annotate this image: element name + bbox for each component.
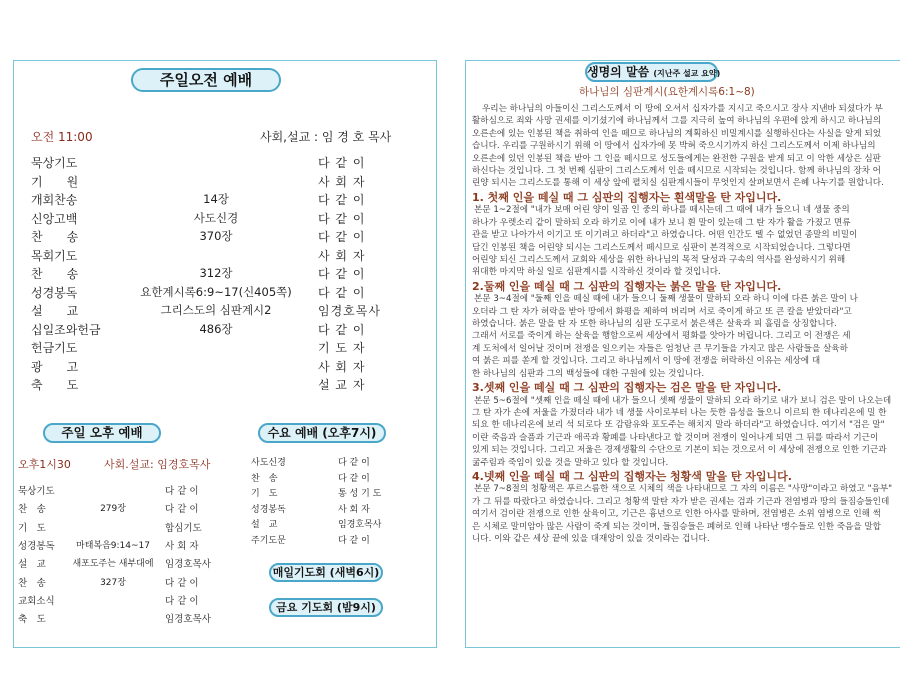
sermon-section-line: 본문 3~4절에 "둘째 인을 떼실 때에 내가 들으니 둘째 생물이 말하되 오라 하니 이에 다른 붉은 말이 나 (474, 294, 858, 305)
sermon-section-line: 본문 7~8절의 청황색은 푸르스름한 색으로 시체의 색을 나타내므로 그 자의 이름은 "사망"이라고 하였고 "음부" (474, 484, 893, 495)
morning-officiant: 사회,설교 : 임 경 호 목사 (260, 130, 392, 144)
order-item-person: 다 같 이 (318, 211, 366, 226)
sermon-section-line: 담긴 인봉된 책을 어린양 되시는 그리스도께서 떼시므로 심판이 본격적으로 시작되었습니다. 그렇다면 (472, 242, 851, 253)
order-item-detail: 312장 (199, 266, 233, 280)
sermon-section-line: 은 시체로 말미암아 많은 사람이 죽게 되는 것이며, 들짐승들은 폐허로 인해 나타난 맹수들로 인한 죽음을 말합 (472, 521, 881, 532)
sermon-section-line: 가 그 뒤를 따랐다고 하였습니다. 그리고 청황색 말탄 자가 받은 권세는 검과 기근과 전염병과 땅의 들짐승들인데 (472, 496, 890, 507)
sermon-section-line: 위대한 마지막 하실 일로 심판계시를 시작하신 것이라 할 것입니다. (472, 267, 721, 278)
wednesday-item-person: 통 성 기 도 (338, 489, 382, 500)
afternoon-item-person: 다 같 이 (165, 577, 199, 589)
afternoon-time: 오후1시30 (18, 458, 71, 471)
afternoon-item-name: 찬 송 (18, 577, 46, 589)
wednesday-item-person: 임경호목사 (338, 520, 382, 531)
morning-time: 오전 11:00 (31, 130, 93, 144)
order-item-person: 사 회 자 (318, 359, 366, 374)
sermon-section-line: 계 도처에서 일어날 것이며 전쟁을 일으키는 자들은 엄청난 큰 무기들을 가지고 많은 사람들을 살육하 (472, 343, 848, 354)
sermon-section-line: 이란 죽음과 슬픔과 기근과 애곡과 황폐를 나타낸다고 할 것이며 전쟁이 일어나게 되면 그 뒤를 따라서 기근이 (472, 432, 879, 443)
sermon-section-line: 본문 5~6절에 "셋째 인을 떼실 때에 내가 들으니 셋째 생물이 말하되 오라 하기로 내가 보니 검은 말이 나오는데 (474, 395, 892, 406)
sermon-section-line: 여 붉은 피를 쏟게 할 것입니다. 그리고 하나님께서 이 땅에 전쟁을 허락하신 이유는 세상에 대 (472, 356, 821, 367)
afternoon-item-name: 찬 송 (18, 504, 46, 516)
order-item-detail: 370장 (199, 229, 233, 243)
order-item-person: 설 교 자 (318, 378, 366, 392)
sermon-section-line: 여기서 검이란 전쟁으로 인한 살육이고, 기근은 흉년으로 인한 아사를 말하며, 전염병은 소위 염병으로 인해 썩 (472, 509, 881, 520)
sermon-intro-line: 린양 되시는 그리스도를 통해 이 세상 앞에 펼치실 심판계시들이 무엇인지 살펴보면서 은혜 나누기를 원합니다. (472, 178, 884, 189)
afternoon-item-person: 합심기도 (165, 522, 202, 534)
sermon-intro-line: 습니다. 우리를 구원하시기 위해 이 땅에서 십자가에 못 박혀 죽으시기까지 하신 그리스도께서 이제 하나님의 (472, 141, 876, 152)
sermon-section-line: 있게 되는 것입니다. 그리고 저울은 경제생활의 수단으로 기본이 되는 것으로서 이 세상에 전쟁으로 인한 기근과 (472, 445, 887, 456)
wednesday-item-name: 주기도문 (251, 536, 286, 546)
order-item-name: 개회찬송 (31, 193, 78, 207)
sermon-intro-line: 우리는 하나님의 아들이신 그리스도께서 이 땅에 오셔서 십자가를 지시고 죽으시고 장사 지낸바 되셨다가 부 (482, 104, 883, 114)
order-item-name: 성경봉독 (31, 285, 78, 300)
sermon-title: 하나님의 심판계시(요한계시록6:1~8) (579, 86, 755, 98)
afternoon-item-name: 설 교 (18, 559, 46, 571)
sermon-section-line: 관을 받고 나아가서 이기고 또 이기려고 하더라"고 하였습니다. 어떤 인간도 뗄 수 없었던 종말의 비밀이 (472, 230, 858, 241)
sermon-section-heading: 4.넷째 인을 떼실 때 그 심판의 집행자는 청황색 말을 탄 자입니다. (472, 469, 792, 483)
sermon-section-line: 굶주림과 죽임이 있을 것을 말하고 있다 할 것입니다. (472, 457, 669, 468)
order-item-name: 광 고 (31, 359, 79, 374)
wednesday-item-person: 다 같 이 (338, 473, 370, 484)
order-item-name: 신앙고백 (31, 211, 78, 226)
daily-prayer-title: 매일기도회 (새벽6시) (269, 563, 383, 582)
order-item-detail: 14장 (203, 192, 229, 206)
wednesday-item-name: 성경봉독 (251, 504, 286, 515)
sermon-summary-title (585, 62, 721, 82)
afternoon-item-person: 다 같 이 (165, 504, 199, 516)
order-item-detail: 486장 (199, 321, 233, 336)
afternoon-item-detail: 279장 (100, 504, 126, 515)
afternoon-item-detail: 327장 (100, 577, 126, 588)
sermon-section-heading: 3.셋째 인을 떼실 때 그 심판의 집행자는 검은 말을 탄 자입니다. (472, 381, 782, 394)
wednesday-item-name: 기 도 (251, 489, 278, 500)
order-item-name: 목회기도 (31, 248, 78, 263)
order-item-name: 묵상기도 (31, 156, 78, 170)
afternoon-item-person: 임경호목사 (165, 559, 211, 571)
afternoon-title: 주일 오후 예배 (43, 423, 161, 443)
wednesday-title: 수요 예배 (오후7시) (258, 423, 386, 443)
order-item-name: 축 도 (31, 378, 79, 392)
order-item-person: 다 같 이 (318, 322, 366, 337)
afternoon-item-person: 임경호목사 (165, 614, 211, 626)
order-item-name: 헌금기도 (31, 341, 78, 355)
order-item-detail: 그리스도의 심판계시2 (160, 303, 272, 317)
sermon-intro-line: 활하심으로 죄와 사망 권세를 이기셨기에 하나님께서 그를 지극히 높여 하나님의 우편에 앉게 하시고 하나님의 (472, 116, 882, 127)
title-main: 생명의 말씀 (587, 65, 650, 79)
afternoon-item-name: 묵상기도 (18, 486, 55, 497)
order-item-name: 십일조와헌금 (31, 322, 101, 337)
sermon-section-line: 어린양 되신 그리스도께서 교회와 세상을 위한 하나님의 목적 달성과 구속의 역사를 완성하시기 위해 (472, 254, 846, 265)
sermon-intro-line: 하신다는 것입니다. 그 첫 번째 심판이 그리스도께서 인을 떼시므로 시작되는 것입니다. 함께 하나님의 장차 어 (472, 166, 881, 176)
afternoon-item-detail: 새포도주는 새부대에 (72, 559, 154, 570)
wednesday-item-person: 다 같 이 (338, 536, 370, 546)
order-item-person: 다 같 이 (318, 267, 366, 281)
sermon-section-line: 니다. 이와 같은 세상 끝에 있을 대재앙이 있을 것이라는 겁니다. (472, 534, 710, 544)
sermon-section-line: 한 하나님의 심판과 그의 백성들에 대한 구원에 있는 것입니다. (472, 368, 705, 379)
wednesday-item-person: 다 같 이 (338, 458, 370, 468)
afternoon-item-detail: 마태복음9:14~17 (76, 540, 150, 551)
wednesday-item-name: 찬 송 (251, 473, 278, 484)
afternoon-officiant: 사회.설교: 임경호목사 (104, 458, 211, 471)
afternoon-item-person: 다 같 이 (165, 595, 199, 607)
order-item-person: 기 도 자 (318, 341, 366, 355)
sermon-section-line: 하나가 우렛소리 같이 말하되 오라 하기로 이에 내가 보니 흰 말이 있는데 그 탄 자가 활을 가졌고 면류 (472, 217, 851, 228)
sermon-section-line: 본문 1~2절에 "내가 보매 어린 양이 일곱 인 중의 하나를 떼시는데 그 때에 내가 들으니 네 생물 중의 (474, 205, 850, 216)
morning-title: 주일오전 예배 (131, 68, 281, 92)
order-item-detail: 사도신경 (193, 210, 239, 225)
sermon-section-line: 그래서 서로를 죽이게 하는 살육을 행함으로써 세상에서 평화를 앗아가 버립니다. 그리고 이 전쟁은 세 (472, 331, 851, 342)
title-sub: (지난주 설교 요약) (653, 69, 721, 78)
order-item-name: 기 원 (31, 174, 79, 189)
order-item-person: 다 같 이 (318, 285, 366, 300)
order-item-person: 다 같 이 (318, 193, 366, 207)
afternoon-item-name: 교회소식 (18, 595, 55, 607)
sermon-section-line: 그 탄 자가 손에 저울을 가졌더라 내가 네 생물 사이로부터 나는 듯한 음성을 들으니 이르되 한 데나리온에 밀 한 (472, 407, 887, 418)
order-item-detail: 요한계시록6:9~17(신405쪽) (140, 284, 292, 299)
afternoon-item-name: 성경봉독 (18, 540, 55, 552)
friday-prayer-title: 금요 기도회 (밤9시) (269, 598, 383, 617)
wednesday-item-person: 사 회 자 (338, 504, 370, 515)
order-item-name: 찬 송 (31, 230, 79, 244)
sermon-section-line: 되요 한 데나리온에 보리 석 되로다 또 감람유와 포도주는 해치지 말라 하더라"고 하였습니다. 여기서 "검은 말" (472, 420, 885, 431)
sermon-section-line: 하였습니다. 붉은 말을 탄 자 또한 하나님의 심판 도구로서 붉은색은 살육과 피 흘림을 상징합니다. (472, 319, 837, 329)
wednesday-item-name: 설 교 (251, 520, 278, 531)
sermon-intro-line: 오른손에 있는 인봉된 책을 취하여 인을 떼므로 하나님의 계획하신 비밀계시를 실행하신다는 사실을 알게 되었 (472, 128, 882, 139)
order-item-person: 사 회 자 (318, 174, 366, 189)
sermon-section-heading: 1. 첫째 인을 떼실 때 그 심판의 집행자는 흰색말을 탄 자입니다. (472, 190, 782, 204)
order-item-name: 찬 송 (31, 267, 79, 281)
order-item-person: 다 같 이 (318, 156, 366, 170)
order-item-name: 설 교 (31, 304, 79, 318)
order-item-person: 임경호목사 (318, 304, 381, 318)
wednesday-item-name: 사도신경 (251, 458, 286, 468)
sermon-section-heading: 2.둘째 인을 떼실 때 그 심판의 집행자는 붉은 말을 탄 자입니다. (472, 279, 782, 293)
afternoon-item-person: 다 같 이 (165, 486, 199, 497)
sermon-section-line: 오더라 그 탄 자가 허락을 받아 땅에서 화평을 제하여 버리며 서로 죽이게 하고 또 큰 칼을 받았더라"고 (472, 306, 852, 317)
afternoon-item-name: 축 도 (18, 614, 46, 626)
afternoon-item-person: 사 회 자 (165, 540, 199, 552)
afternoon-item-name: 기 도 (18, 522, 46, 534)
order-item-person: 다 같 이 (318, 230, 366, 244)
order-item-person: 사 회 자 (318, 248, 366, 263)
sermon-intro-line: 오른손에 있던 인봉된 책을 받아 그 인을 떼시므로 성도들에게는 완전한 구원을 받게 되고 이 악한 세상은 심판 (472, 153, 881, 164)
